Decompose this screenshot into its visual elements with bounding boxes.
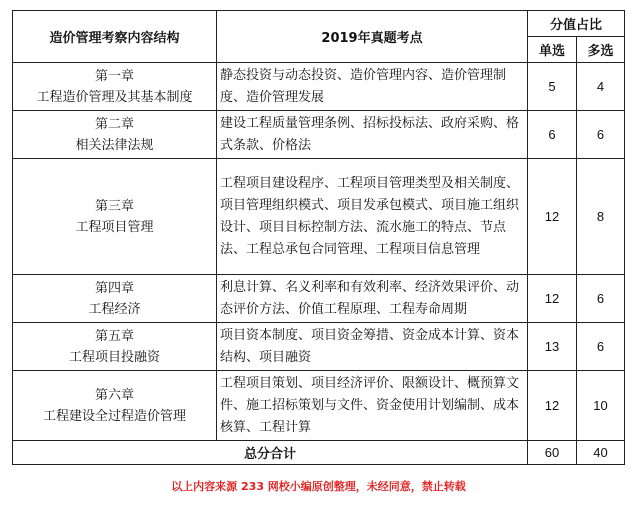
chapter-cell bbox=[13, 111, 217, 159]
chapter-number: 第三章 bbox=[94, 198, 134, 214]
single-score: 6 bbox=[528, 111, 577, 159]
chapter-title: 相关法律法规 bbox=[75, 137, 154, 153]
chapter-number: 第一章 bbox=[94, 68, 134, 84]
chapter-number: 第四章 bbox=[94, 280, 134, 296]
chapter-cell bbox=[13, 63, 217, 111]
single-score: 5 bbox=[528, 63, 577, 111]
chapter-title: 工程项目投融资 bbox=[68, 349, 160, 365]
multi-score: 6 bbox=[577, 323, 625, 371]
points-cell: 建设工程质量管理条例、招标投标法、政府采购、格式条款、价格法 bbox=[217, 111, 528, 159]
table-row bbox=[13, 371, 625, 441]
table-row bbox=[13, 63, 625, 111]
points-cell: 工程项目策划、项目经济评价、限额设计、概预算文件、施工招标策划与文件、资金使用计划编制、成本核算、工程计算 bbox=[217, 371, 528, 441]
points-cell: 工程项目建设程序、工程项目管理类型及相关制度、项目管理组织模式、项目发承包模式、项目施工组织设计、项目目标控制方法、流水施工的特点、节点法、工程总承包合同管理、工程项目信息管理 bbox=[217, 159, 528, 275]
chapter-number: 第二章 bbox=[94, 116, 134, 132]
single-score: 12 bbox=[528, 159, 577, 275]
multi-score: 6 bbox=[577, 111, 625, 159]
chapter-title: 工程建设全过程造价管理 bbox=[42, 408, 186, 424]
table-row bbox=[13, 111, 625, 159]
chapter-title: 工程项目管理 bbox=[75, 219, 154, 235]
exam-structure-table bbox=[12, 10, 625, 465]
header-points: 2019年真题考点 bbox=[217, 11, 528, 63]
header-single: 单选 bbox=[528, 37, 577, 63]
copyright-notice: 以上内容来源 233 网校小编原创整理，未经同意，禁止转载 bbox=[171, 480, 466, 493]
chapter-number: 第六章 bbox=[94, 387, 134, 403]
total-single: 60 bbox=[528, 441, 577, 465]
chapter-cell bbox=[13, 159, 217, 275]
single-score: 13 bbox=[528, 323, 577, 371]
multi-score: 6 bbox=[577, 275, 625, 323]
table-row bbox=[13, 159, 625, 275]
chapter-cell bbox=[13, 275, 217, 323]
chapter-cell bbox=[13, 323, 217, 371]
points-cell: 项目资本制度、项目资金筹措、资金成本计算、资本结构、项目融资 bbox=[217, 323, 528, 371]
points-cell: 利息计算、名义利率和有效利率、经济效果评价、动态评价方法、价值工程原理、工程寿命周期 bbox=[217, 275, 528, 323]
chapter-title: 工程造价管理及其基本制度 bbox=[36, 89, 193, 105]
total-multi: 40 bbox=[577, 441, 625, 465]
multi-score: 4 bbox=[577, 63, 625, 111]
header-score: 分值占比 bbox=[528, 11, 625, 37]
header-multi: 多选 bbox=[577, 37, 625, 63]
single-score: 12 bbox=[528, 275, 577, 323]
multi-score: 8 bbox=[577, 159, 625, 275]
single-score: 12 bbox=[528, 371, 577, 441]
table-row bbox=[13, 275, 625, 323]
header-structure: 造价管理考察内容结构 bbox=[13, 11, 217, 63]
chapter-cell bbox=[13, 371, 217, 441]
chapter-number: 第五章 bbox=[94, 328, 134, 344]
chapter-title: 工程经济 bbox=[88, 301, 141, 317]
total-row bbox=[13, 441, 625, 465]
points-cell: 静态投资与动态投资、造价管理内容、造价管理制度、造价管理发展 bbox=[217, 63, 528, 111]
total-label: 总分合计 bbox=[13, 441, 528, 465]
multi-score: 10 bbox=[577, 371, 625, 441]
table-row bbox=[13, 323, 625, 371]
